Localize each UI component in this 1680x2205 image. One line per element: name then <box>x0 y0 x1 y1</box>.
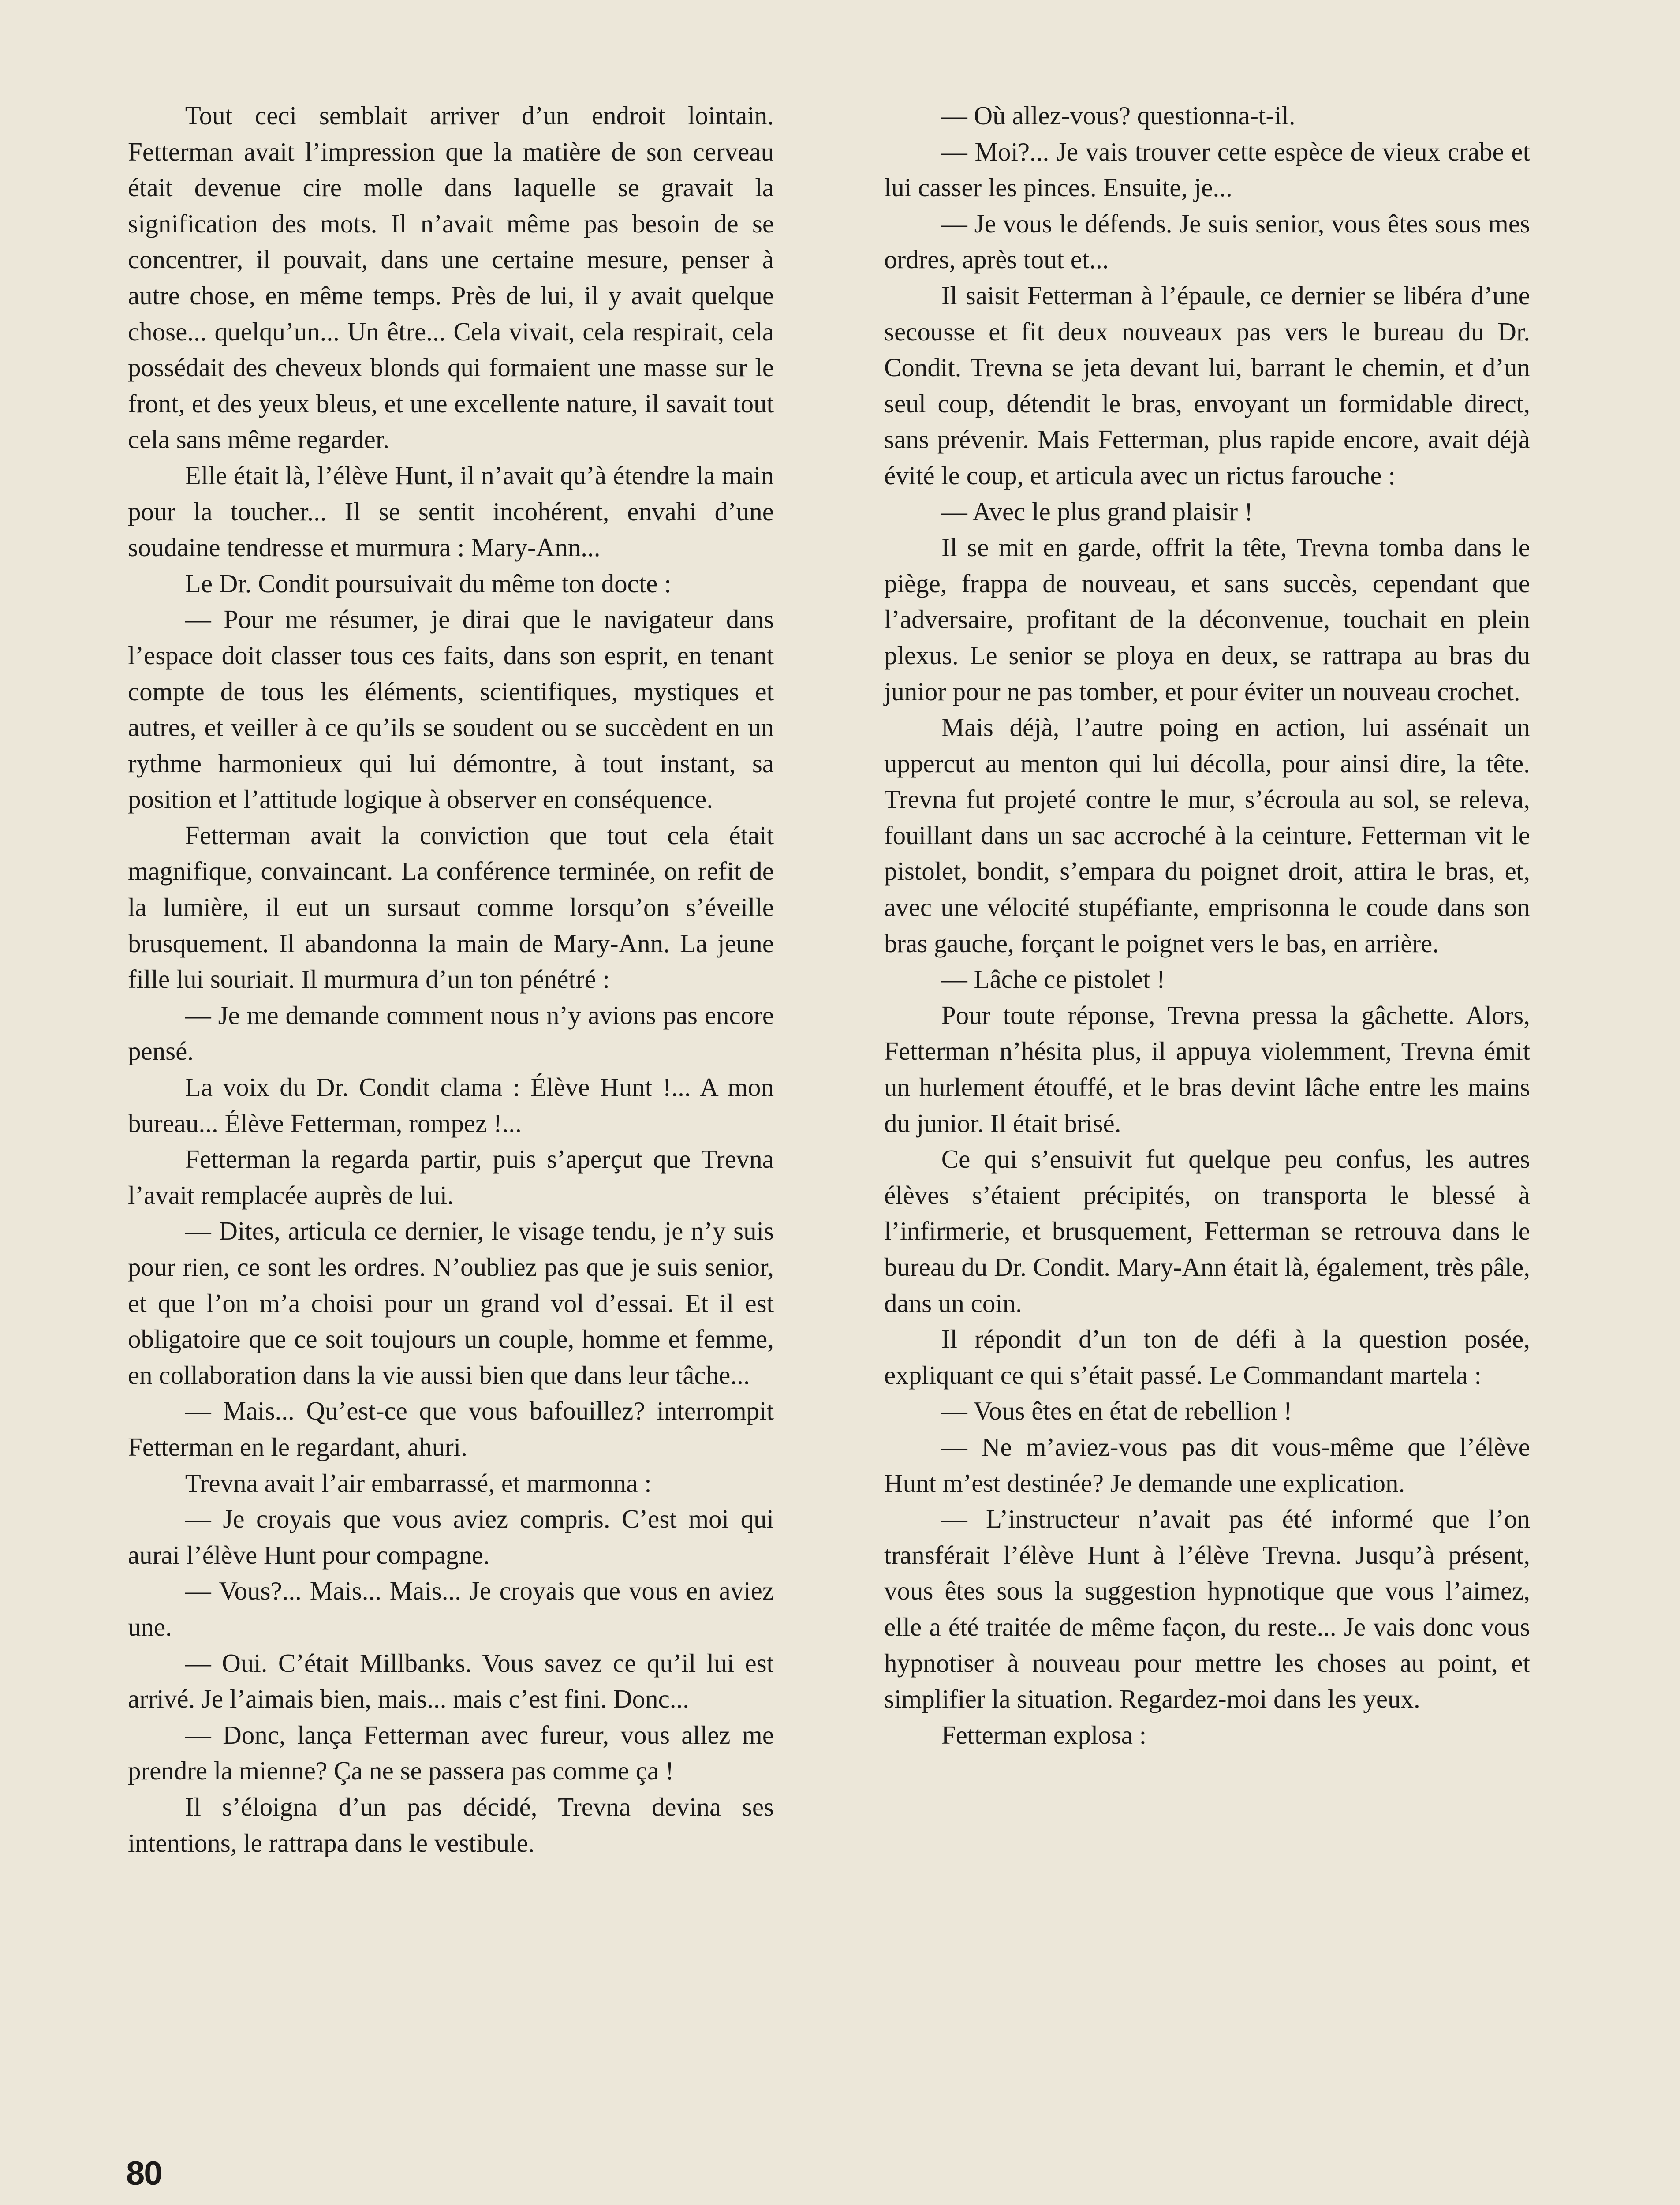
paragraph: — Je vous le défends. Je suis senior, vous êtes sous mes ordres, après tout et... <box>884 209 1530 274</box>
paragraph: — Oui. C’était Millbanks. Vous savez ce qu’il lui est arrivé. Je l’aimais bien, mais... mais c’est fini. Donc... <box>128 1648 774 1714</box>
paragraph: Fetterman avait la conviction que tout cela était magnifique, convaincant. La conférence terminée, on refit de la lumière, il eut un sursaut comme lorsqu’on s’éveille brusquement. Il abandonna la main de Mary-Ann. La jeune fille lui souriait. Il murmura d’un ton pénétré : <box>128 820 774 994</box>
paragraph: — Vous?... Mais... Mais... Je croyais que vous en aviez une. <box>128 1576 774 1641</box>
paragraph: Tout ceci semblait arriver d’un endroit lointain. Fetterman avait l’impression que la matière de son cerveau était devenue cire molle dans laquelle se gravait la signification des mots. Il n’avait même pas besoin de se concentrer, il pouvait, dans une certaine mesure, penser à autre chose, en même temps. Près de lui, il y avait quelque chose... quelqu’un... Un être... Cela vivait, cela respirait, cela possédait des cheveux blonds qui formaient une masse sur le front, et des yeux bleus, et une excellente nature, il savait tout cela sans même regarder. <box>128 101 774 454</box>
paragraph: Fetterman explosa : <box>941 1720 1147 1749</box>
paragraph: — Dites, articula ce dernier, le visage tendu, je n’y suis pour rien, ce sont les ordres. N’oubliez pas que je suis senior, et que l’on m’a choisi pour un grand vol d’essai. Et il est obligatoire que ce soit toujours un couple, homme et femme, en collaboration dans la vie aussi bien que dans leur tâche... <box>128 1216 774 1390</box>
paragraph: Trevna avait l’air embarrassé, et marmonna : <box>185 1468 652 1498</box>
paragraph: — Lâche ce pistolet ! <box>941 964 1165 994</box>
paragraph: Il s’éloigna d’un pas décidé, Trevna devina ses intentions, le rattrapa dans le vestibule. <box>128 1792 774 1857</box>
paragraph: Mais déjà, l’autre poing en action, lui assénait un uppercut au menton qui lui décolla, pour ainsi dire, la tête. Trevna fut projeté contre le mur, s’écroula au sol, se releva, fouillant dans un sac accroché à la ceinture. Fetterman vit le pistolet, bondit, s’empara du poignet droit, attira le bras, et, avec une vélocité stupéfiante, emprisonna le coude dans son bras gauche, forçant le poignet vers le bas, en arrière. <box>884 713 1530 958</box>
paragraph: — Où allez-vous? questionna-t-il. <box>941 101 1295 130</box>
paragraph: — Pour me résumer, je dirai que le navigateur dans l’espace doit classer tous ces faits, dans son esprit, en tenant compte de tous les éléments, scientifiques, mystiques et autres, et veiller à ce qu’ils se soudent ou se succèdent en un rythme harmonieux qui lui démontre, à tout instant, sa position et l’attitude logique à observer en conséquence. <box>128 605 774 814</box>
paragraph: — Moi?... Je vais trouver cette espèce de vieux crabe et lui casser les pinces. Ensuite, je... <box>884 137 1530 202</box>
paragraph: — Avec le plus grand plaisir ! <box>941 497 1253 526</box>
paragraph: — Je croyais que vous aviez compris. C’est moi qui aurai l’élève Hunt pour compagne. <box>128 1504 774 1570</box>
paragraph: — Ne m’aviez-vous pas dit vous-même que l’élève Hunt m’est destinée? Je demande une explication. <box>884 1432 1530 1498</box>
paragraph: Pour toute réponse, Trevna pressa la gâchette. Alors, Fetterman n’hésita plus, il appuya violemment, Trevna émit un hurlement étouffé, et le bras devint lâche entre les mains du junior. Il était brisé. <box>884 1000 1530 1138</box>
paragraph: Il se mit en garde, offrit la tête, Trevna tomba dans le piège, frappa de nouveau, et sans succès, cependant que l’adversaire, profitant de la déconvenue, touchait en plein plexus. Le senior se ploya en deux, se rattrapa au bras du junior pour ne pas tomber, et pour éviter un nouveau crochet. <box>884 533 1530 706</box>
paragraph: — Mais... Qu’est-ce que vous bafouillez? interrompit Fetterman en le regardant, ahuri. <box>128 1396 774 1461</box>
left-text-column <box>128 98 774 1861</box>
paragraph: La voix du Dr. Condit clama : Élève Hunt !... A mon bureau... Élève Fetterman, rompez !... <box>128 1073 774 1138</box>
paragraph: Ce qui s’ensuivit fut quelque peu confus, les autres élèves s’étaient précipités, on transporta le blessé à l’infirmerie, et brusquement, Fetterman se retrouva dans le bureau du Dr. Condit. Mary-Ann était là, également, très pâle, dans un coin. <box>884 1144 1530 1318</box>
paragraph: Il saisit Fetterman à l’épaule, ce dernier se libéra d’une secousse et fit deux nouveaux pas vers le bureau du Dr. Condit. Trevna se jeta devant lui, barrant le chemin, et d’un seul coup, détendit le bras, envoyant un formidable direct, sans prévenir. Mais Fetterman, plus rapide encore, avait déjà évité le coup, et articula avec un rictus farouche : <box>884 280 1530 490</box>
paragraph: — L’instructeur n’avait pas été informé que l’on transférait l’élève Hunt à l’élève Trevna. Jusqu’à présent, vous êtes sous la suggestion hypnotique que vous l’aimez, elle a été traitée de même façon, du reste... Je vais donc vous hypnotiser à nouveau pour mettre les choses au point, et simplifier la situation. Regardez-moi dans les yeux. <box>884 1504 1530 1714</box>
paragraph: Elle était là, l’élève Hunt, il n’avait qu’à étendre la main pour la toucher... Il se sentit incohérent, envahi d’une soudaine tendresse et murmura : Mary-Ann... <box>128 460 774 562</box>
paragraph: — Je me demande comment nous n’y avions pas encore pensé. <box>128 1000 774 1066</box>
paragraph: Fetterman la regarda partir, puis s’aperçut que Trevna l’avait remplacée auprès de lui. <box>128 1144 774 1210</box>
paragraph: Le Dr. Condit poursuivait du même ton docte : <box>185 568 672 598</box>
paragraph: — Donc, lança Fetterman avec fureur, vous allez me prendre la mienne? Ça ne se passera pas comme ça ! <box>128 1720 774 1786</box>
right-text-column <box>884 98 1530 1753</box>
paragraph: — Vous êtes en état de rebellion ! <box>941 1396 1292 1426</box>
paragraph: Il répondit d’un ton de défi à la question posée, expliquant ce qui s’était passé. Le Commandant martela : <box>884 1324 1530 1390</box>
page-number: 80 <box>126 2155 162 2192</box>
